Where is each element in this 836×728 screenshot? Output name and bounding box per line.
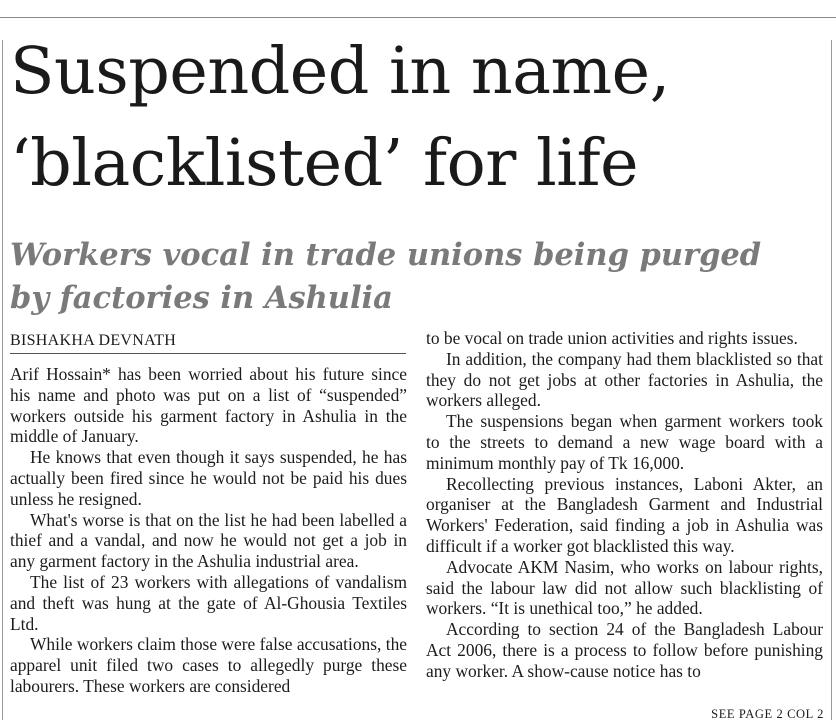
paragraph: What's worse is that on the list he had been labelled a thief and a vandal, and now he would not get a job in any garment factory in the Ashulia industrial area. <box>10 509 407 572</box>
paragraph: The suspensions began when garment workers took to the streets to demand a new wage board with a minimum monthly pay of Tk 16,000. <box>426 411 823 473</box>
paragraph: Advocate AKM Nasim, who works on labour rights, said the labour law did not allow such blacklisting of workers. “It is unethical too,” he added. <box>426 556 823 619</box>
byline: BISHAKHA DEVNATH <box>10 332 177 349</box>
article-column-2 <box>426 328 823 682</box>
paragraph: In addition, the company had them blacklisted so that they do not get jobs at other factories in Ashulia, the workers alleged. <box>426 348 823 411</box>
paragraph: While workers claim those were false accusations, the apparel unit filed two cases to allegedly purge these labourers. These workers are considered <box>10 634 407 696</box>
article-column-1 <box>10 364 407 697</box>
paragraph: He knows that even though it says suspended, he has actually been fired since he would not be paid his dues unless he resigned. <box>10 447 407 509</box>
byline-rule <box>10 353 406 354</box>
subheadline <box>10 234 830 320</box>
paragraph: According to section 24 of the Bangladesh Labour Act 2006, there is a process to follow before punishing any worker. A show-cause notice has to <box>426 619 823 681</box>
paragraph: Recollecting previous instances, Laboni Akter, an organiser at the Bangladesh Garment and Industrial Workers' Federation, said finding a job in Ashulia was difficult if a worker got blacklisted this way. <box>426 473 823 556</box>
subheadline-line-1: Workers vocal in trade unions being purged <box>10 237 762 273</box>
left-border-rule <box>2 40 3 720</box>
paragraph: to be vocal on trade union activities and rights issues. <box>426 328 798 348</box>
paragraph: The list of 23 workers with allegations of vandalism and theft was hung at the gate of Al-Ghousia Textiles Ltd. <box>10 571 407 634</box>
continuation-jump-line: SEE PAGE 2 COL 2 <box>711 707 824 721</box>
top-rule <box>0 17 836 18</box>
headline-line-1: Suspended in name, <box>10 34 670 109</box>
headline-line-2: ‘blacklisted’ for life <box>10 126 639 201</box>
headline <box>10 26 830 210</box>
paragraph: Arif Hossain* has been worried about his future since his name and photo was put on a list of “suspended” workers outside his garment factory in Ashulia in the middle of January. <box>10 364 407 447</box>
right-border-rule <box>831 40 832 720</box>
subheadline-line-2: by factories in Ashulia <box>10 280 393 316</box>
